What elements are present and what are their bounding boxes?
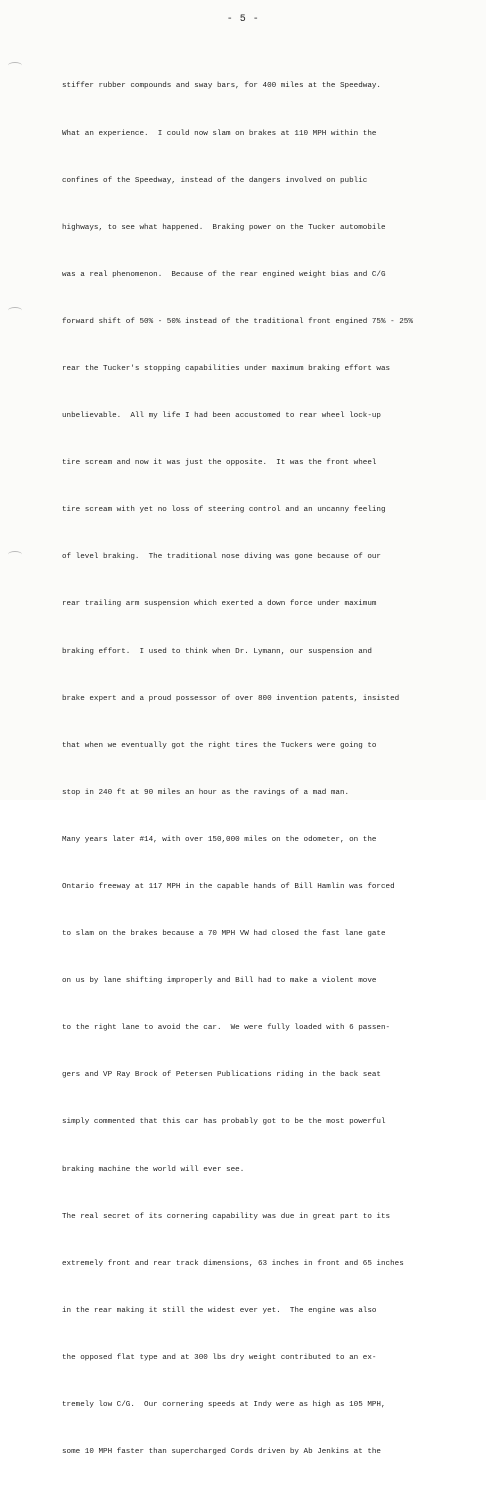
- text-line: tire scream and now it was just the opposite. It was the front wheel: [62, 459, 377, 468]
- body-text: [62, 48, 472, 1492]
- text-line: confines of the Speedway, instead of the dangers involved on public: [62, 176, 368, 185]
- text-line: Many years later #14, with over 150,000 miles on the odometer, on the: [62, 835, 377, 844]
- text-line: braking effort. I used to think when Dr. Lymann, our suspension and: [62, 647, 372, 656]
- text-line: rear trailing arm suspension which exerted a down force under maximum: [62, 600, 377, 609]
- text-line: tire scream with yet no loss of steering control and an uncanny feeling: [62, 506, 386, 515]
- text-line: to slam on the brakes because a 70 MPH VW had closed the fast lane gate: [62, 930, 386, 939]
- text-line: unbelievable. All my life I had been accustomed to rear wheel lock-up: [62, 412, 381, 421]
- text-line: braking machine the world will ever see.: [62, 1165, 245, 1174]
- text-line: some 10 MPH faster than supercharged Cords driven by Ab Jenkins at the: [62, 1448, 381, 1457]
- text-line: in the rear making it still the widest ever yet. The engine was also: [62, 1306, 377, 1315]
- text-line: that when we eventually got the right tires the Tuckers were going to: [62, 741, 377, 750]
- text-line: extremely front and rear track dimensions, 63 inches in front and 65 inches: [62, 1259, 404, 1268]
- text-line: of level braking. The traditional nose diving was gone because of our: [62, 553, 381, 562]
- text-line: stop in 240 ft at 90 miles an hour as the ravings of a mad man.: [62, 788, 350, 797]
- text-line: rear the Tucker's stopping capabilities under maximum braking effort was: [62, 364, 391, 373]
- text-line: gers and VP Ray Brock of Petersen Publications riding in the back seat: [62, 1071, 381, 1080]
- margin-mark: [8, 307, 22, 314]
- margin-mark: [8, 62, 22, 69]
- text-line: brake expert and a proud possessor of over 800 invention patents, insisted: [62, 694, 400, 703]
- text-line: What an experience. I could now slam on brakes at 110 MPH within the: [62, 129, 377, 138]
- page-number: - 5 -: [226, 14, 260, 25]
- margin-mark: [8, 551, 22, 558]
- text-line: highways, to see what happened. Braking power on the Tucker automobile: [62, 223, 386, 232]
- text-line: the opposed flat type and at 300 lbs dry weight contributed to an ex-: [62, 1353, 377, 1362]
- text-line: was a real phenomenon. Because of the rear engined weight bias and C/G: [62, 270, 386, 279]
- text-line: on us by lane shifting improperly and Bill had to make a violent move: [62, 977, 377, 986]
- text-line: simply commented that this car has probably got to be the most powerful: [62, 1118, 386, 1127]
- text-line: stiffer rubber compounds and sway bars, for 400 miles at the Speedway.: [62, 82, 381, 91]
- text-line: forward shift of 50% - 50% instead of the traditional front engined 75% - 25%: [62, 317, 413, 326]
- text-line: to the right lane to avoid the car. We were fully loaded with 6 passen-: [62, 1024, 391, 1033]
- text-line: tremely low C/G. Our cornering speeds at Indy were as high as 105 MPH,: [62, 1401, 386, 1410]
- text-line: Ontario freeway at 117 MPH in the capable hands of Bill Hamlin was forced: [62, 883, 395, 891]
- text-line: The real secret of its cornering capability was due in great part to its: [62, 1212, 391, 1221]
